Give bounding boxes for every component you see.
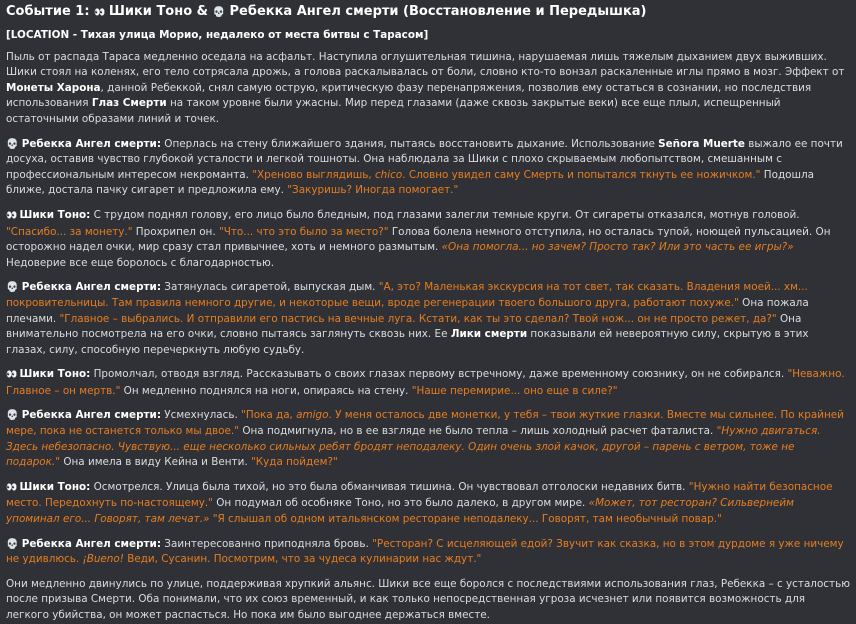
skull-icon: 💀 xyxy=(6,282,19,294)
skull-icon: 💀 xyxy=(6,410,19,422)
rebecca-paragraph-2: 💀 Ребекка Ангел смерти: Затянулась сигаретой, выпуская дым. "А, это? Маленькая экскурсия на тот свет, так сказать. Владения моей... хм... покровительницы. Там правила немного другие, и некоторые вещи, вроде регенерации твоего большого друга, работают похуже." Она пожала плечами. "Главное – выбрались. И отправили его пастись на вечные луга. Кстати, как ты это сделал? Твой нож... он не просто режет, да?" Она внимательно посмотрела на его очки, словно пытаясь заглянуть сквозь них. Ее Лики смерти показывали ей невероятную силу, скрытую в этих глазах, силу, способную перечеркнуть любую судьбу. xyxy=(6,281,809,356)
speaker-name: Ребекка Ангел смерти: xyxy=(21,409,161,422)
speaker-name: Ребекка Ангел смерти: xyxy=(21,137,161,150)
rebecca-paragraph-4: 💀 Ребекка Ангел смерти: Заинтересованно приподняла бровь. "Ресторан? С исцеляющей едой? Звучит как сказка, но в этом дурдоме я уже ничему не удивлюсь. ¡Bueno! Веди, Сусанин. Посмотрим, что за чудеса кулинарии нас ждут." xyxy=(6,537,844,566)
shiki-paragraph-2: 👀 Шики Тоно: Промолчал, отводя взгляд. Рассказывать о своих глазах первому встречному, даже временному союзнику, он не собирался. "Неважно. Главное – он мертв." Он медленно поднялся на ноги, опираясь на стену. "Наше перемирие... оно еще в силе?" xyxy=(6,368,845,397)
speaker-name: Ребекка Ангел смерти: xyxy=(21,281,161,294)
title-lead: Событие 1: xyxy=(6,4,95,19)
shiki-paragraph-3: 👀 Шики Тоно: Осмотрелся. Улица была тихой, но это была обманчивая тишина. Он чувствовал отголоски недавних битв. "Нужно найти безопасное место. Передохнуть по-настоящему." Он подумал об особняке Тоно, но это было далеко, в другом мире. «Может, тот ресторан? Сильвернейм упоминал его... Говорят, там лечат.» "Я слышал об одном итальянском ресторане неподалеку... Говорят, там необычный повар." xyxy=(6,480,833,526)
shiki-paragraph-1: 👀 Шики Тоно: С трудом поднял голову, его лицо было бледным, под глазами залегли темные круги. От сигареты отказался, мотнув головой. "Спасибо... за монету." Прохрипел он. "Что... что это было за место?" Голова болела немного отступила, но осталась тупой, ноющей пульсацией. Он осторожно надел очки, мир сразу стал привычнее, хоть и немного размытым. «Она помогла... но зачем? Просто так? Или это часть ее игры?» Недоверие все еще боролось с благодарностью. xyxy=(6,208,831,269)
intro-paragraph: Пыль от распада Тараса медленно оседала на асфальт. Наступила оглушительная тишина, нарушаемая лишь тяжелым дыханием двух выживших. Шики стоял на коленях, его тело сотрясала дрожь, а голова раскалывалась от боли, словно кто-то вонзал раскаленные иглы прямо в мозг. Эффект от Монеты Харона, данной Ребеккой, снял самую острую, критическую фазу перенапряжения, позволив ему остаться в сознании, но последствия использования Глаз Смерти на таком уровне были ужасны. Мир перед глазами (даже сквозь закрытые веки) все еще плыл, испещренный остаточными образами линий и точек. xyxy=(6,50,845,125)
event-title xyxy=(6,3,850,22)
title-name-shiki: Шики Тоно & xyxy=(108,4,213,19)
eyes-icon: 👀 xyxy=(6,210,17,221)
skull-icon: 💀 xyxy=(6,538,19,550)
speaker-name: Ребекка Ангел смерти: xyxy=(21,537,161,550)
eyes-icon: 👀 xyxy=(6,370,17,381)
speaker-name: Шики Тоно: xyxy=(19,368,91,381)
eyes-icon: 👀 xyxy=(6,482,17,493)
location-line: [LOCATION - Тихая улица Морио, недалеко от места битвы с Тарасом] xyxy=(6,29,429,41)
outro-paragraph: Они медленно двинулись по улице, поддерживая хрупкий альянс. Шики все еще боролся с последствиями использования глаз, Ребекка – с усталостью после призыва Смерти. Оба понимали, что их союз временный, и как только непосредственная угроза исчезнет или появится возможность для легкого убийства, он может распасться. Но пока им было выгоднее держаться вместе. xyxy=(6,577,850,621)
title-name-rebecca: Ребекка Ангел смерти (Восстановление и Передышка) xyxy=(229,4,647,19)
rebecca-paragraph-3: 💀 Ребекка Ангел смерти: Усмехнулась. "Пока да, amigo. У меня осталось две монетки, у тебя – твои жуткие глазки. Вместе мы сильнее. По крайней мере, пока не останется только мы двое." Она подмигнула, но в ее взгляде не было тепла – лишь холодный расчет фаталиста. "Нужно двигаться. Здесь небезопасно. Чувствую... еще несколько сильных ребят бродят неподалеку. Один очень злой качок, другой – парень с ветром, тоже не подарок." Она имела в виду Кейна и Венти. "Куда пойдем?" xyxy=(6,409,844,469)
speaker-name: Шики Тоно: xyxy=(19,480,91,493)
speaker-name: Шики Тоно: xyxy=(19,208,91,221)
eyes-icon: 👀 xyxy=(94,8,105,18)
rebecca-paragraph-1: 💀 Ребекка Ангел смерти: Оперлась на стену ближайшего здания, пытаясь восстановить дыхание. Использование Señora Muerte выжало ее почти досуха, оставив чувство глубокой усталости и легкой тошноты. Она наблюдала за Шики с плохо скрываемым любопытством, смешанным с профессиональным интересом некроманта. "Хреново выглядишь, chico. Словно увидел саму Смерть и попытался ткнуть ее ножичком." Подошла ближе, достала пачку сигарет и предложила ему. "Закуришь? Иногда помогает." xyxy=(6,137,843,197)
skull-icon: 💀 xyxy=(212,7,225,18)
skull-icon: 💀 xyxy=(6,138,19,150)
